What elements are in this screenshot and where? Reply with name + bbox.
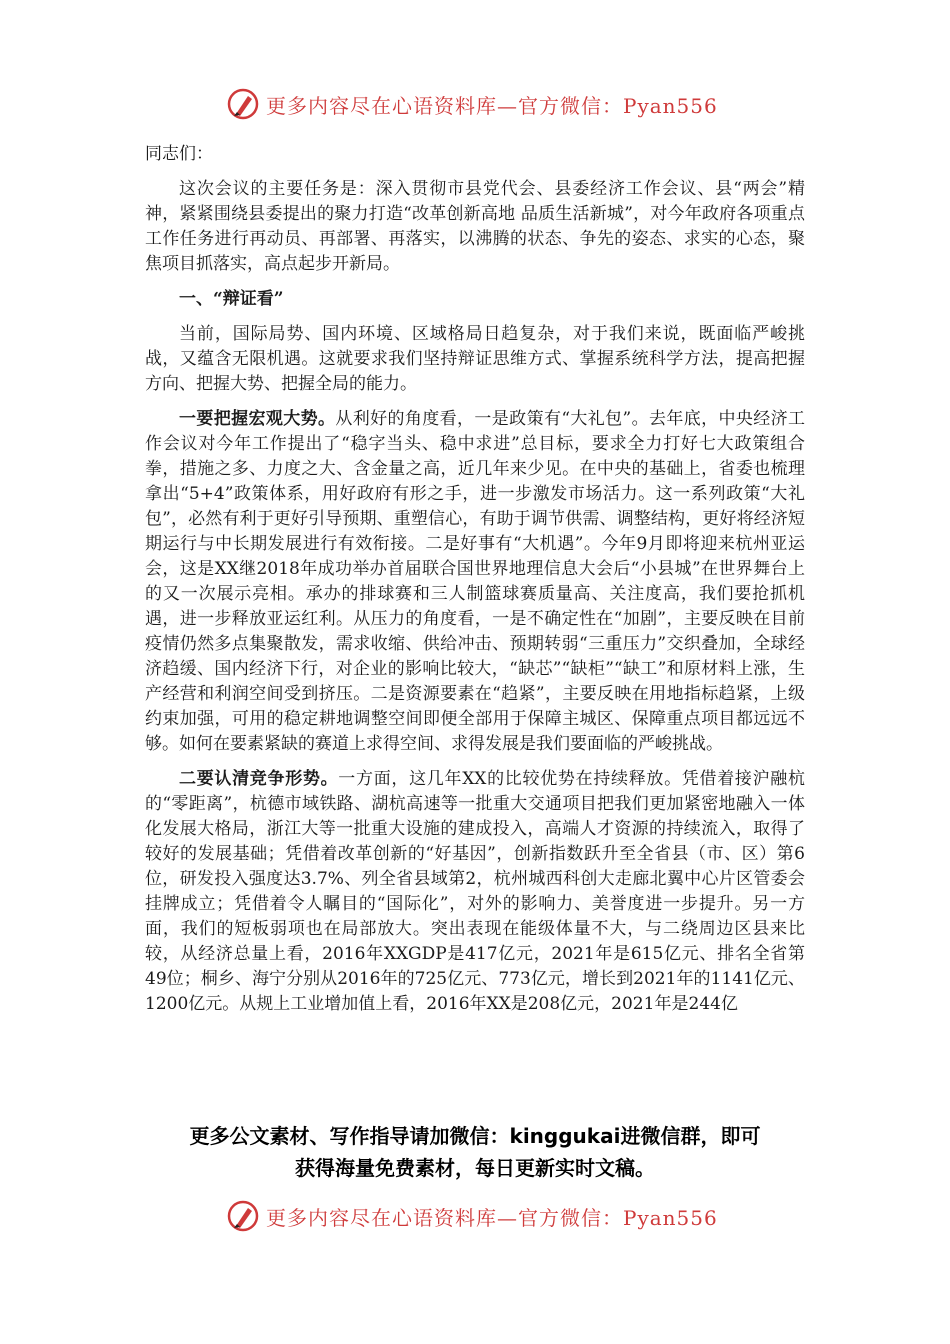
promo-line-2: 获得海量免费素材，每日更新实时文稿。: [295, 1156, 655, 1180]
point-two-paragraph: [145, 767, 805, 1017]
promo-line-1: 更多公文素材、写作指导请加微信：kinggukai进微信群，即可: [189, 1124, 761, 1148]
point-two-body: 一方面，这几年XX的比较优势在持续释放。凭借着接沪融杭的“零距离”，杭德市域铁路、湖杭高速等一批重大交通项目把我们更加紧密地融入一体化发展大格局，浙江大等一批重大设施的建成投入，高端人才资源的持续流入，取得了较好的发展基础；凭借着改革创新的“好基因”，创新指数跃升至全省县（市、区）第6位，研发投入强度达3.7%、列全省县域第2，杭州城西科创大走廊北翼中心片区管委会挂牌成立；凭借着令人瞩目的“国际化”，对外的影响力、美誉度进一步提升。另一方面，我们的短板弱项也在局部放大。突出表现在能级体量不大，与二绕周边区县来比较，从经济总量上看，2016年XXGDP是417亿元，2021年是615亿元、排名全省第49位；桐乡、海宁分别从2016年的725亿元、773亿元，增长到2021年的1141亿元、1200亿元。从规上工业增加值上看，2016年XX是208亿元，2021年是244亿: [145, 769, 805, 1014]
pen-nib-logo-icon: [226, 1199, 260, 1233]
point-one-paragraph: [145, 407, 805, 757]
promo-notice: [120, 1120, 830, 1184]
banner-text: 更多内容尽在心语资料库—官方微信：Pyan556: [266, 1205, 718, 1230]
point-one-body: 从利好的角度看，一是政策有“大礼包”。去年底，中央经济工作会议对今年工作提出了“稳字当头、稳中求进”总目标，要求全力打好七大政策组合拳，措施之多、力度之大、含金量之高，近几年来少见。在中央的基础上，省委也梳理拿出“5+4”政策体系，用好政府有形之手，进一步激发市场活力。这一系列政策“大礼包”，必然有利于更好引导预期、重塑信心，有助于调节供需、调整结构，更好将经济短期运行与中长期发展进行有效衔接。二是好事有“大机遇”。今年9月即将迎来杭州亚运会，这是XX继2018年成功举办首届联合国世界地理信息大会后“小县城”在世界舞台上的又一次展示亮相。承办的排球赛和三人制篮球赛质量高、关注度高，我们要抢抓机遇，进一步释放亚运红利。从压力的角度看，一是不确定性在“加剧”，主要反映在目前疫情仍然多点集聚散发，需求收缩、供给冲击、预期转弱“三重压力”交织叠加，全球经济趋缓、国内经济下行，对企业的影响比较大，“缺芯”“缺柜”“缺工”和原材料上涨，生产经营和利润空间受到挤压。二是资源要素在“趋紧”，主要反映在用地指标趋紧，上级约束加强，可用的稳定耕地调整空间即便全部用于保障主城区、保障重点项目都远远不够。如何在要素紧缺的赛道上求得空间、求得发展是我们要面临的严峻挑战。: [145, 409, 805, 754]
pen-nib-logo-icon: [226, 87, 260, 121]
banner-text: 更多内容尽在心语资料库—官方微信：Pyan556: [266, 93, 718, 118]
salutation: 同志们：: [145, 144, 213, 164]
point-two-lead: 二要认清竞争形势。: [179, 769, 339, 789]
point-one-lead: 一要把握宏观大势。: [179, 409, 336, 429]
header-banner: [0, 84, 950, 124]
footer-banner: [0, 1196, 950, 1236]
intro-paragraph: 这次会议的主要任务是：深入贯彻市县党代会、县委经济工作会议、县“两会”精神，紧紧围绕县委提出的聚力打造“改革创新高地 品质生活新城”，对今年政府各项重点工作任务进行再动员、再部署、再落实，以沸腾的状态、争先的姿态、求实的心态，聚焦项目抓落实，高点起步开新局。: [145, 179, 805, 274]
document-body: [145, 142, 805, 1027]
section-intro-paragraph: 当前，国际局势、国内环境、区域格局日趋复杂，对于我们来说，既面临严峻挑战，又蕴含无限机遇。这就要求我们坚持辩证思维方式、掌握系统科学方法，提高把握方向、把握大势、把握全局的能力。: [145, 324, 805, 394]
section-heading: 一、“辩证看”: [179, 289, 284, 309]
